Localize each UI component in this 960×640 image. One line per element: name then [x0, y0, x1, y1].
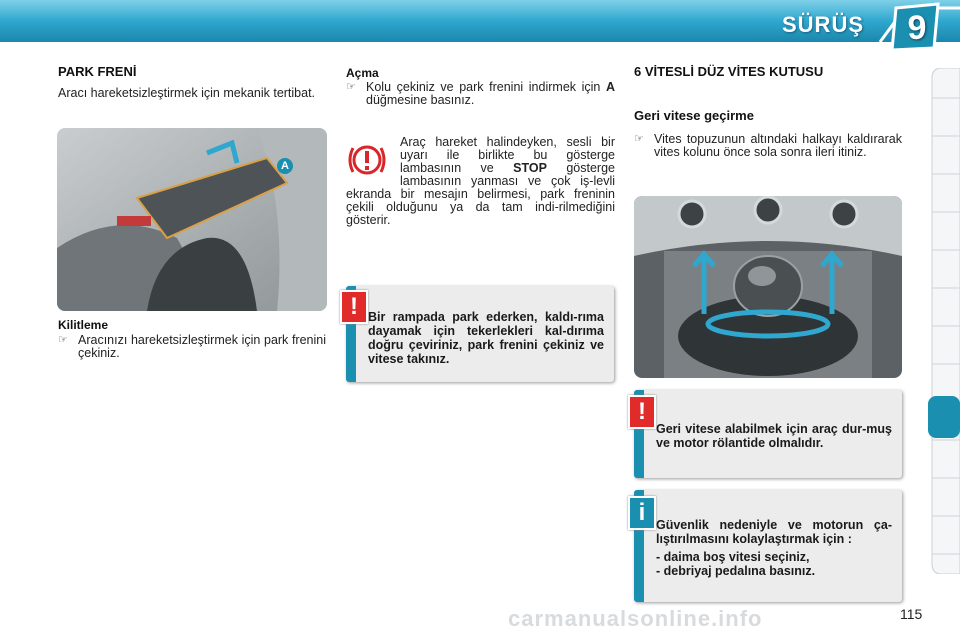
warning-box-reverse-text: Geri vitese alabilmek için araç dur-muş ve motor rölantide olmalıdır.	[656, 422, 892, 450]
lock-item-text: Aracınızı hareketsizleştirmek için park frenini çekiniz.	[78, 333, 326, 360]
park-brake-photo	[57, 128, 327, 311]
brake-warning-text: Araç hareket halindeyken, sesli bir uyarı ile birlikte bu gösterge lambasının ve STOP gösterge lambasının yanması ve çok iş-levli ekranda bir mesajın belirmesi, park freninin çekili olduğunu ya da tam indi-rilmediğini gösterir.	[346, 135, 615, 227]
chapter-tabs	[928, 68, 960, 574]
finger-pointing-icon: ☞	[58, 334, 68, 346]
finger-pointing-icon: ☞	[346, 81, 356, 93]
release-title: Açma	[346, 66, 379, 80]
park-brake-intro: Aracı hareketsizleştirmek için mekanik tertibat.	[58, 86, 316, 100]
warning-box-parking-text: Bir rampada park ederken, kaldı-rıma dayamak için tekerlekleri kal-dırıma doğru çeviriniz, park frenini çekiniz ve vitese takınız.	[368, 310, 604, 366]
park-brake-title: PARK FRENİ	[58, 64, 137, 79]
release-item-text: Kolu çekiniz ve park frenini indirmek için A düğmesine basınız.	[366, 80, 615, 107]
page-header	[0, 0, 960, 52]
watermark: carmanualsonline.info	[508, 606, 763, 631]
reverse-item	[634, 133, 902, 159]
lock-title: Kilitleme	[58, 318, 109, 332]
reverse-title: Geri vitese geçirme	[634, 108, 754, 123]
info-box-item: - daima boş vitesi seçiniz,	[656, 550, 810, 564]
active-tab[interactable]	[928, 396, 960, 438]
info-box-item: - debriyaj pedalına basınız.	[656, 564, 816, 578]
info-box-list	[656, 550, 892, 578]
release-item	[346, 81, 615, 107]
warning-box-reverse	[634, 390, 902, 478]
exclamation-icon: !	[628, 395, 656, 429]
reverse-item-text: Vites topuzunun altındaki halkayı kaldırarak vites kolunu önce sola sonra ileri itiniz.	[654, 132, 902, 159]
gear-lever-photo	[634, 196, 902, 378]
info-icon: i	[628, 496, 656, 530]
warning-box-parking	[346, 286, 614, 382]
lock-item	[58, 334, 326, 360]
page-number: 115	[900, 606, 923, 622]
button-a-marker: A	[277, 158, 293, 174]
info-box	[634, 490, 902, 602]
exclamation-icon: !	[340, 290, 368, 324]
info-box-title: Güvenlik nedeniyle ve motorun ça-lıştırılmasını kolaylaştırmak için :	[656, 518, 892, 546]
chapter-number: 9	[907, 9, 927, 47]
chapter-title: SÜRÜŞ	[782, 12, 865, 37]
gearbox-title: 6 VİTESLİ DÜZ VİTES KUTUSU	[634, 64, 824, 79]
finger-pointing-icon: ☞	[634, 133, 644, 145]
